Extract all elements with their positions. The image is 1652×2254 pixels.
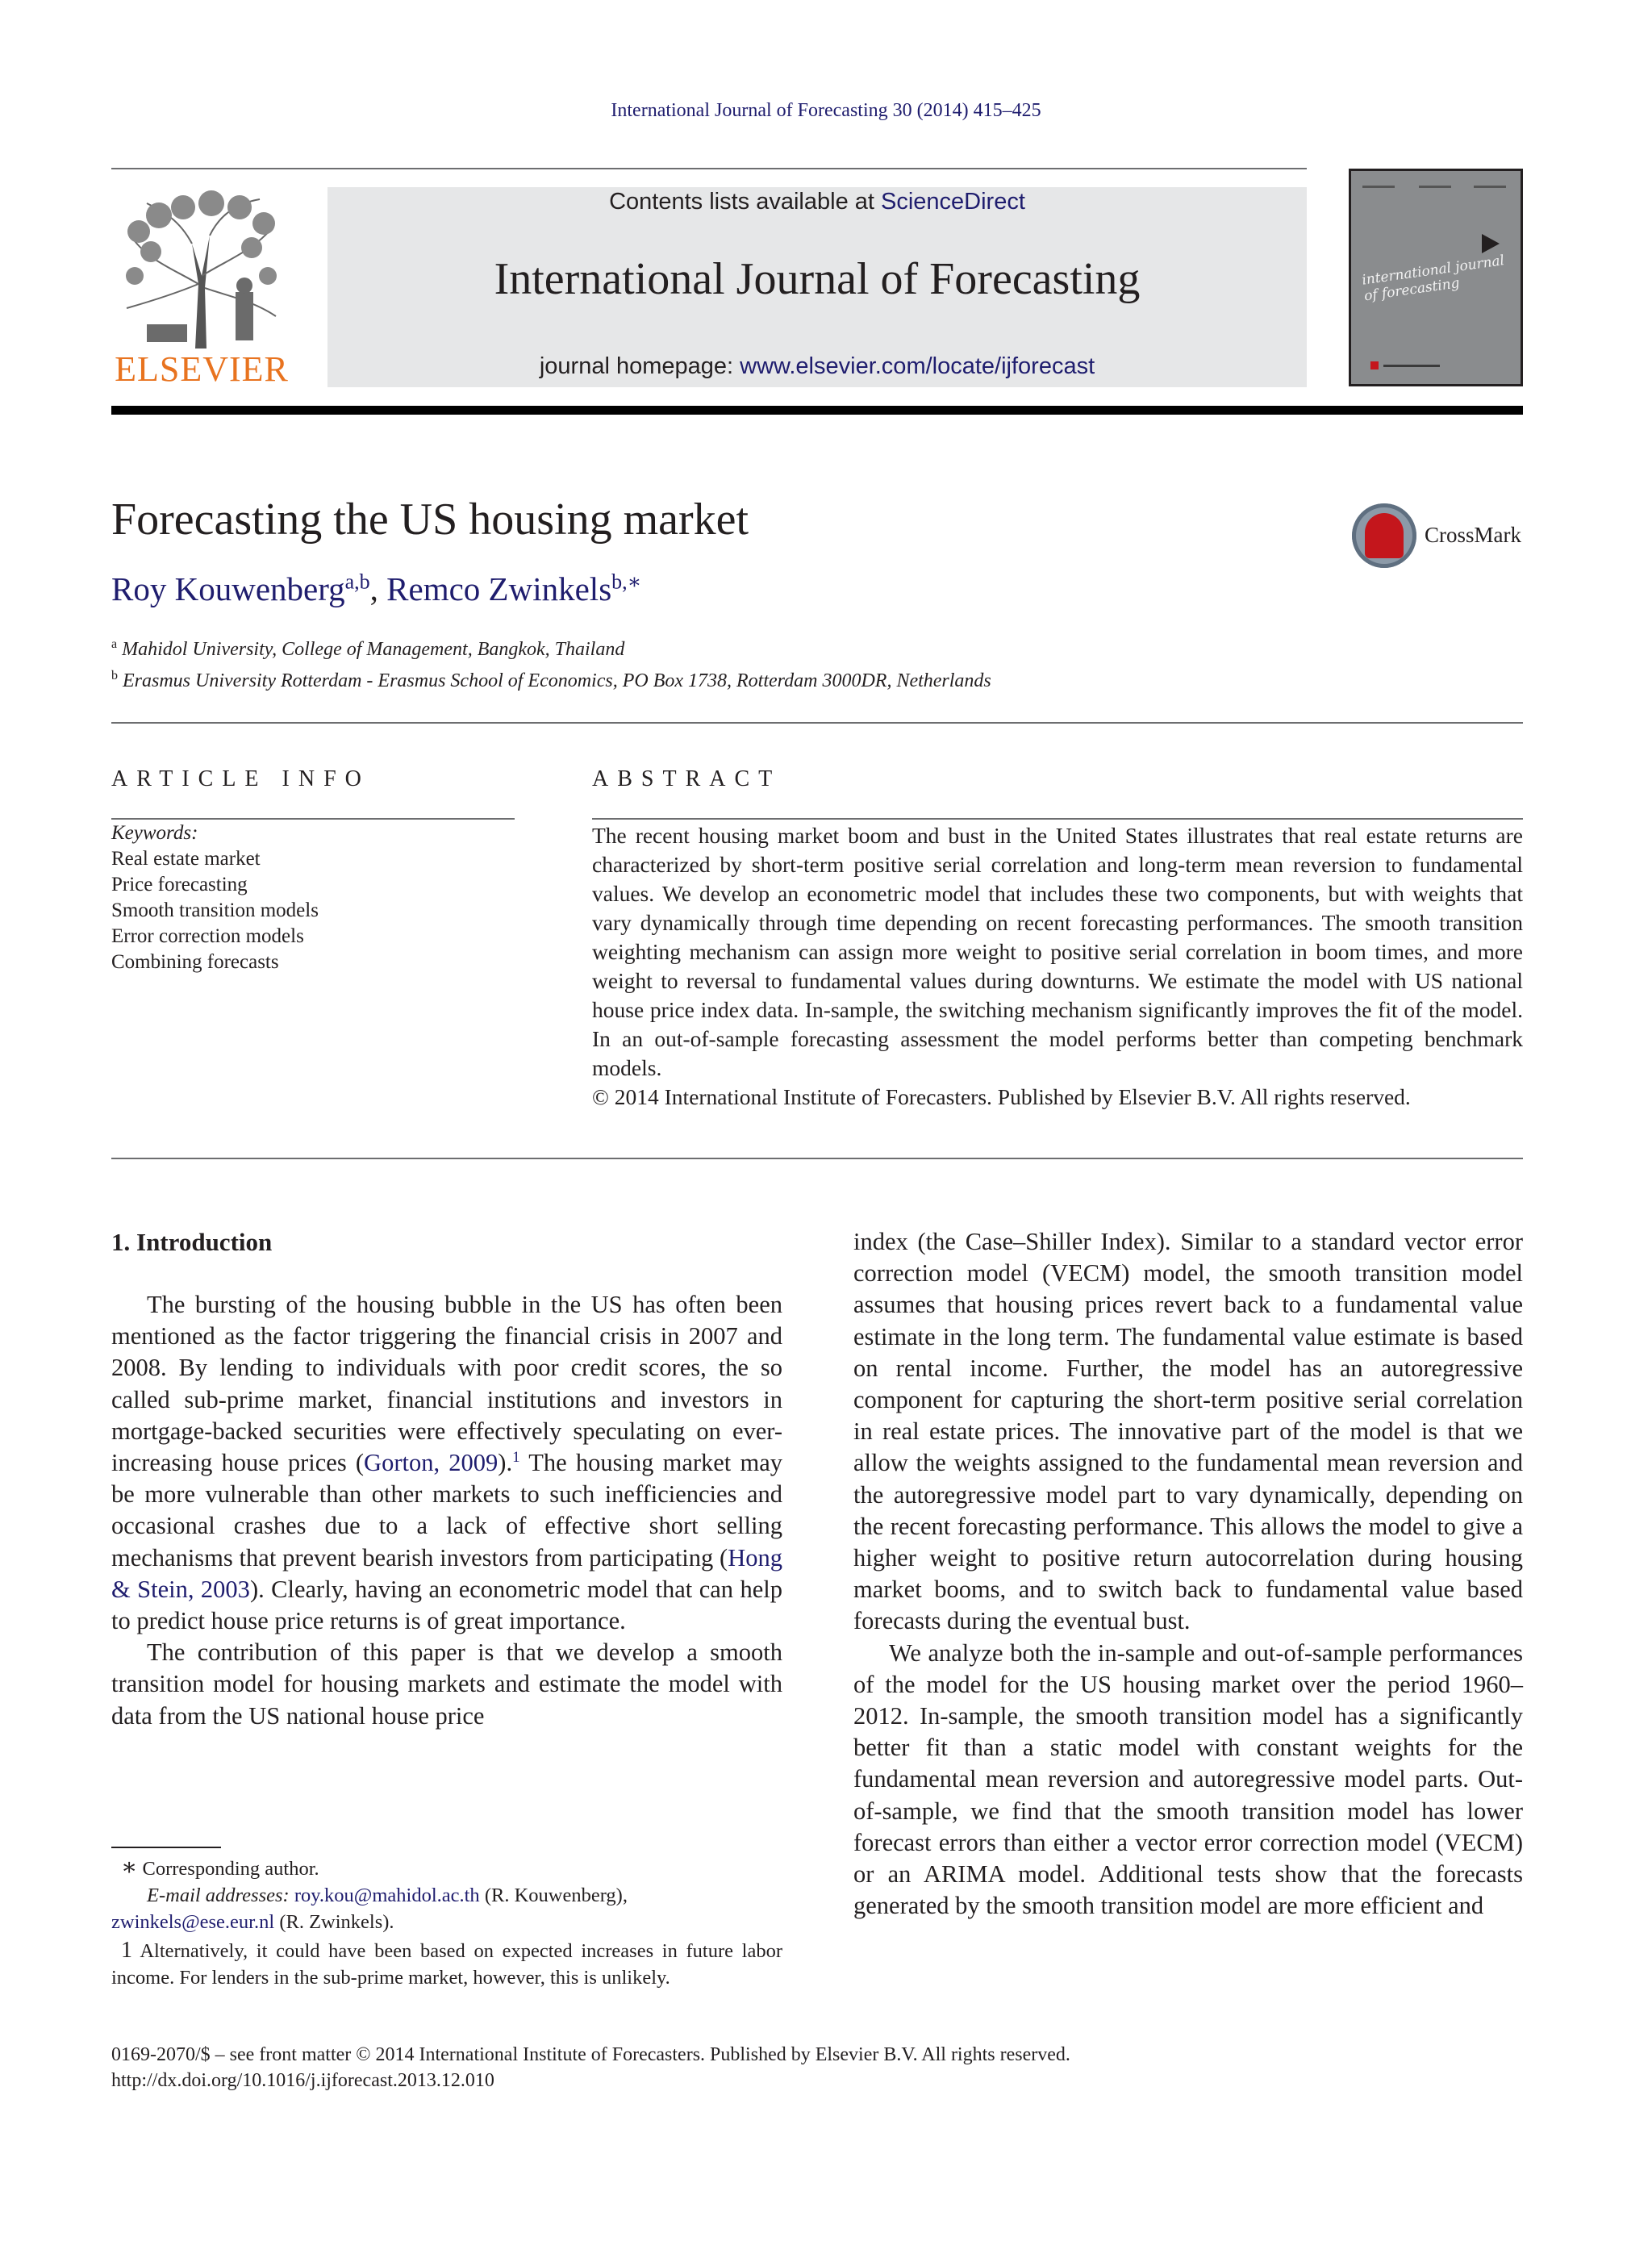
email-owner: (R. Kouwenberg), [479,1885,628,1906]
keywords-block [111,820,515,975]
journal-title: International Journal of Forecasting [494,254,1141,304]
keyword: Price forecasting [111,874,248,895]
paragraph-text: ). [498,1449,513,1477]
cover-tick [1474,186,1506,188]
journal-reference[interactable]: International Journal of Forecasting 30 (2014) 415–425 [611,100,1041,121]
elsevier-logo[interactable] [111,187,292,389]
citation-link[interactable]: Gorton, 2009 [364,1449,499,1477]
affiliation-text: Mahidol University, College of Management, Bangkok, Thailand [122,639,625,660]
author-link[interactable]: Remco Zwinkels [386,570,612,607]
abstract-text: The recent housing market boom and bust in the United States illustrates that real estate returns are characterized by short-term positive serial correlation and long-term mean reversion to fundamental values. We develop an econometric model that includes these two components, but with weights that vary dynamically through time depending on recent forecasting performances. The smooth transition weighting mechanism can assign more weight to positive serial correlation in boom times, and more weight to reversal to fundamental values during downturns. We estimate the model with US national house price index data. In-sample, the switching mechanism significantly improves the fit of the model. In an out-of-sample forecasting assessment the model performs better than competing benchmark models. [592,823,1523,1080]
journal-cover-thumbnail[interactable] [1349,169,1523,386]
journal-homepage-link[interactable]: www.elsevier.com/locate/ijforecast [740,353,1095,379]
author-list [111,570,641,608]
affiliation-mark: b [111,669,118,682]
intro-paragraph-3: We analyze both the in-sample and out-of-sample performances of the model for the US housing market over the period 1960–2012. In-sample, the smooth transition model has a significantly better fit than a static model with constant weights for the fundamental mean reversion and autoregressive model parts. Out-of-sample, we find that the smooth transition model has lower forecast errors than either a vector error correction model (VECM) or an ARIMA model. Additional tests show that the forecasts generated by the smooth transition model are more efficient and [853,1638,1523,1920]
email-link[interactable]: roy.kou@mahidol.ac.th [294,1885,480,1906]
abstract [592,821,1523,1112]
paragraph-text: The bursting of the housing bubble in the US has often been mentioned as the factor triggering the financial crisis in 2007 and 2008. By lending to individuals with poor credit scores, the so called sub-prime market, financial institutions and investors in mortgage-backed securities were effectively speculating on ever-increasing house prices ( [111,1291,782,1477]
abstract-heading: ABSTRACT [592,766,782,791]
email-link[interactable]: zwinkels@ese.eur.nl [111,1911,275,1933]
crossmark-button[interactable] [1352,503,1523,571]
keyword: Smooth transition models [111,900,319,921]
abstract-copyright: © 2014 International Institute of Forecasters. Published by Elsevier B.V. All rights reserved. [592,1084,1411,1109]
footnotes [111,1854,782,1991]
author-separator: , [369,570,387,607]
affiliation-text: Erasmus University Rotterdam - Erasmus School of Economics, PO Box 1738, Rotterdam 3000DR, Netherlands [123,670,991,691]
elsevier-wordmark: ELSEVIER [115,349,289,389]
footnote-corresponding [111,1854,782,1882]
paragraph-text: ). Clearly, having an econometric model that can help to predict house price returns is of great importance. [111,1575,783,1635]
contents-prefix: Contents lists available at [609,189,881,215]
abstract-rule [592,818,1523,820]
footnote-1 [111,1937,782,1991]
paragraph-text: The housing market may be more vulnerable than other markets to such inefficiencies and occasional crashes due to a lack of effective short selling mechanisms that prevent bearish investors from participating ( [111,1449,782,1572]
top-rule [111,168,1307,169]
email-owner: (R. Zwinkels). [274,1911,394,1933]
author-affiliation-mark[interactable]: b,∗ [611,570,642,594]
footnote-text: Corresponding author. [142,1858,319,1880]
email-label: E-mail addresses: [147,1885,290,1906]
cover-logo-icon [1370,361,1379,369]
intro-left-column [111,1289,782,1732]
intro-paragraph-1 [111,1289,782,1637]
affiliation-a [111,637,624,661]
intro-paragraph-2: The contribution of this paper is that we develop a smooth transition model for housing markets and estimate the model with data from the US national house price [111,1638,782,1730]
cover-tick [1362,186,1395,188]
footnote-text: Alternatively, it could have been based on expected increases in future labor income. For lenders in the sub-prime market, however, this is unlikely. [111,1940,782,1989]
header-rule [111,406,1523,415]
cover-tick [1419,186,1451,188]
keyword: Real estate market [111,848,261,870]
keyword: Error correction models [111,925,304,947]
footnote-emails-continued [111,1909,782,1935]
affiliation-b [111,669,991,692]
author-link[interactable]: Roy Kouwenberg [111,570,345,607]
tree-icon [115,187,289,349]
sciencedirect-link[interactable]: ScienceDirect [881,189,1025,215]
intro-paragraph-2-continued: index (the Case–Shiller Index). Similar to a standard vector error correction model (VECM) model, the smooth transition model assumes that housing prices revert back to a fundamental value estimate in the long term. The fundamental value estimate is based on rental income. Further, the model has an autoregressive component for capturing the short-term positive serial correlation in real estate prices. The innovative part of the model is that we allow the weights assigned to the fundamental mean reversion and the autoregressive model part to vary dynamically, depending on the recent forecasting performance. This allows the model to give a higher weight to positive return autocorrelation during housing market booms, and to switch back to fundamental value based forecasts during the eventual bust. [853,1228,1523,1635]
footnote-rule [111,1847,221,1848]
keywords-label: Keywords: [111,822,198,844]
cover-title: international journal of forecasting [1361,253,1506,305]
footnote-number: 1 [121,1938,132,1963]
section-heading-introduction: 1. Introduction [111,1228,273,1256]
keyword: Combining forecasts [111,951,279,973]
article-info-rule [111,818,515,820]
front-matter-note: 0169-2070/$ – see front matter © 2014 International Institute of Forecasters. Published by Elsevier B.V. All rights reserved. [111,2044,1070,2065]
article-info-heading: ARTICLE INFO [111,766,370,791]
cover-strip [1383,365,1440,367]
author-affiliation-mark[interactable]: a,b [344,570,370,594]
crossmark-icon [1352,503,1416,568]
paper-title: Forecasting the US housing market [111,495,749,545]
abstract-bottom-rule [111,1158,1523,1159]
crossmark-label: CrossMark [1425,523,1521,547]
homepage-prefix: journal homepage: [539,353,740,379]
footnote-emails [111,1882,782,1909]
affiliation-rule [111,722,1523,724]
contents-line [327,187,1307,215]
footnote-link[interactable]: 1 [512,1448,520,1466]
footnote-star-mark: ∗ [121,1854,138,1880]
intro-right-column [853,1226,1523,1922]
doi-link[interactable]: http://dx.doi.org/10.1016/j.ijforecast.2013.12.010 [111,2070,494,2091]
cover-arrow-icon [1482,234,1500,253]
citation-link[interactable]: Hong & Stein, 2003 [111,1543,782,1603]
affiliation-mark: a [111,637,118,651]
homepage-line [327,353,1307,380]
